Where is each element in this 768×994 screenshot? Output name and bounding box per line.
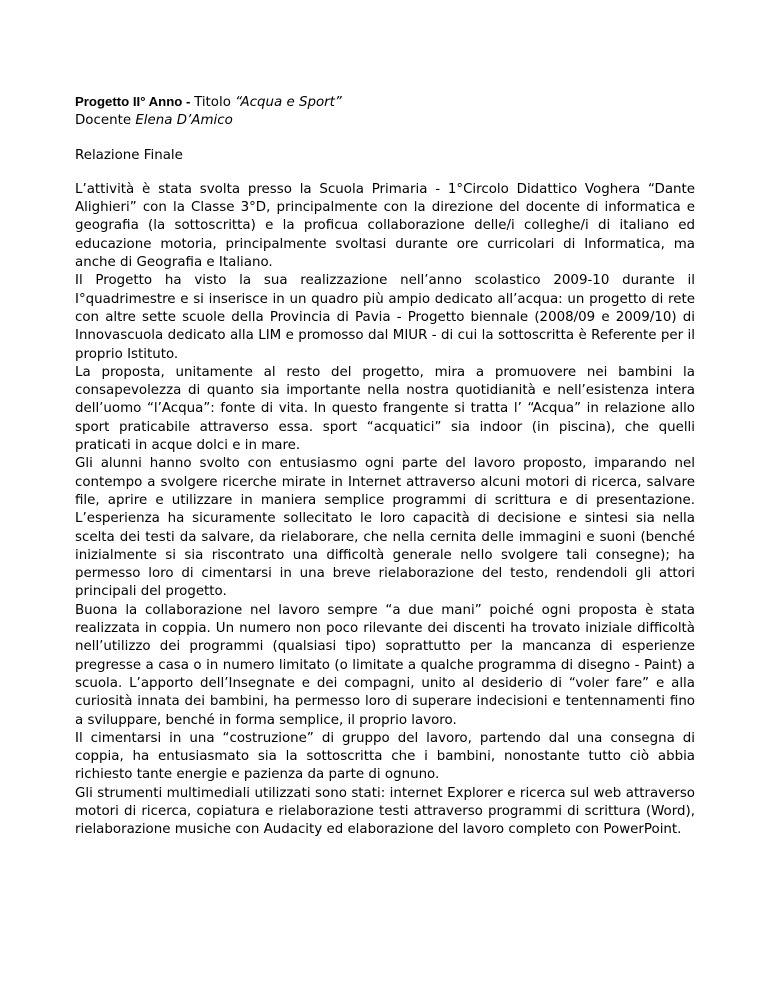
paragraph: L’attività è stata svolta presso la Scuola Primaria - 1°Circolo Didattico Voghera “Dante Alighieri” con la Classe 3°D, principalmente con la direzione del docente di informatica e geografia (la sottoscritta) e la proficua collaborazione delle/i colleghe/i di italiano ed educazione motoria, principalmente svoltasi durante ore curricolari di Informatica, ma anche di Geografia e Italiano.: [75, 181, 695, 271]
teacher-line: [75, 112, 695, 130]
paragraph: Gli alunni hanno svolto con entusiasmo ogni parte del lavoro proposto, imparando nel contempo a svolgere ricerche mirate in Internet attraverso alcuni motori di ricerca, salvare file, aprire e utilizzare in maniera semplice programmi di scrittura e di presentazione. L’esperienza ha sicuramente sollecitato le loro capacità di decisione e sintesi sia nella scelta dei testi da salvare, da rielaborare, che nella cernita delle immagini e suoni (benché inizialmente si sia riscontrato una difficoltà generale nello svolgere tali consegne); ha permesso loro di cimentarsi in una breve rielaborazione del testo, rendendoli gli attori principali del progetto.: [75, 456, 695, 600]
report-body: [75, 181, 695, 840]
paragraph: Buona la collaborazione nel lavoro sempre “a due mani” poiché ogni proposta è stata realizzata in coppia. Un numero non poco rilevante dei discenti ha trovato iniziale difficoltà nell’utilizzo dei programmi (qualsiasi tipo) soprattutto per la mancanza di esperienze pregresse a casa o in numero limitato (o limitate a qualche programma di disegno - Paint) a scuola. L’apporto dell’Insegnate e dei compagni, unito al desiderio di “voler fare” e alla curiosità innata dei bambini, ha permesso loro di superare indecisioni e tentennamenti fino a sviluppare, benché in forma semplice, il proprio lavoro.: [75, 602, 695, 728]
title-label: Titolo: [194, 95, 236, 110]
section-title: Relazione Finale: [75, 147, 183, 163]
project-label: Progetto II° Anno -: [75, 94, 195, 109]
paragraph: Il Progetto ha visto la sua realizzazione nell’anno scolastico 2009-10 durante il I°quadrimestre e si inserisce in un quadro più ampio dedicato all’acqua: un progetto di rete con altre sette scuole della Provincia di Pavia - Progetto biennale (2008/09 e 2009/10) di Innovascuola dedicato alla LIM e promosso dal MIUR - di cui la sottoscritta è Referente per il proprio Istituto.: [75, 273, 695, 362]
teacher-name: Elena D’Amico: [135, 113, 233, 129]
paragraph: Gli strumenti multimediali utilizzati sono stati: internet Explorer e ricerca sul web attraverso motori di ricerca, copiatura e rielaborazione testi attraverso programmi di scrittura (Word), rielaborazione musiche con Audacity ed elaborazione del lavoro completo con PowerPoint.: [75, 785, 695, 838]
teacher-label: Docente: [75, 113, 136, 129]
paragraph: La proposta, unitamente al resto del progetto, mira a promuovere nei bambini la consapevolezza di quanto sia importante nella nostra quotidianità e nell’esistenza intera dell’uomo “l’Acqua”: fonte di vita. In questo frangente si tratta l’ “Acqua” in relazione allo sport praticabile attraverso essa. sport “acquatici” sia indoor (in piscina), che quelli praticati in acque dolci e in mare.: [75, 364, 695, 454]
document-page: [75, 93, 695, 840]
project-header: [75, 93, 695, 112]
project-title: “Acqua e Sport”: [235, 95, 342, 110]
paragraph: Il cimentarsi in una “costruzione” di gruppo del lavoro, partendo dal una consegna di coppia, ha entusiasmato sia la sottoscritta che i bambini, nonostante tutto ciò abbia richiesto tante energie e pazienza da parte di ognuno.: [75, 730, 695, 783]
